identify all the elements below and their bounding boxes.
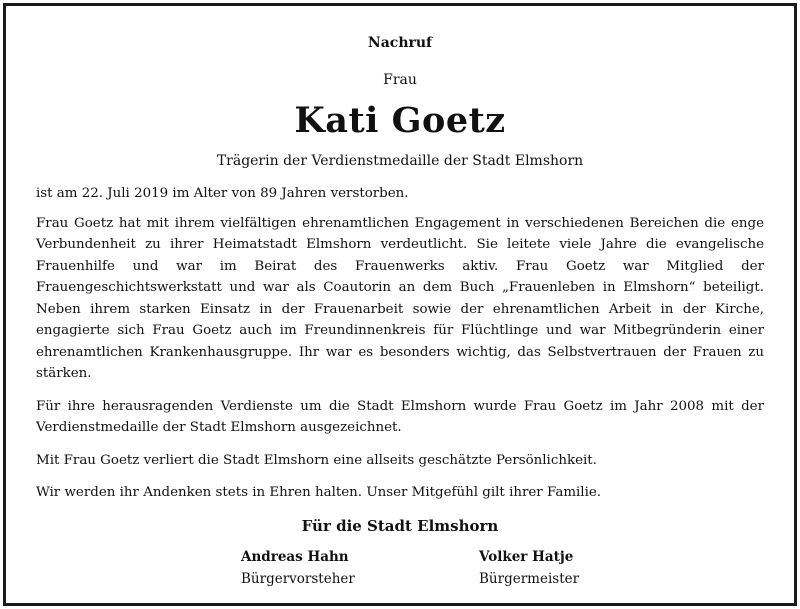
- name-prefix: Frau: [383, 72, 417, 88]
- engagement-paragraph: Frau Goetz hat mit ihrem vielfältigen ehrenamtlichen Engagement in verschiedenen Bereichen die enge Verbundenheit zu ihrer Heimatstadt Elmshorn verdeutlicht. Sie leitete viele Jahre die evangelische Frauenhilfe und war im Beirat des Frauenwerks aktiv. Frau Goetz war Mitglied der Frauengeschichtswerkstatt und war als Coautorin an dem Buch „Frauenleben in Elmshorn“ beteiligt. Neben ihrem starken Einsatz in der Frauenarbeit sowie der ehrenamtlichen Arbeit in der Kirche, engagierte sich Frau Goetz auch im Freundinnenkreis für Flüchtlinge und war Mitbegründerin einer ehrenamtlichen Krankenhausgruppe. Ihr war es besonders wichtig, das Selbstvertrauen der Frauen zu stärken.: [36, 215, 764, 381]
- signer-name: Andreas Hahn: [241, 549, 349, 565]
- signer-role: Bürgervorsteher: [241, 571, 355, 587]
- honor-line: Trägerin der Verdienstmedaille der Stadt Elmshorn: [216, 153, 584, 169]
- deceased-name: Kati Goetz: [294, 100, 506, 141]
- signer-role: Bürgermeister: [479, 571, 580, 587]
- tribute-paragraph: Mit Frau Goetz verliert die Stadt Elmshorn eine allseits geschätzte Persönlichkeit.: [36, 452, 597, 468]
- signature-title: Für die Stadt Elmshorn: [301, 517, 499, 535]
- signer-block: [479, 546, 579, 590]
- death-notice-line: ist am 22. Juli 2019 im Alter von 89 Jahren verstorben.: [36, 186, 409, 201]
- condolence-paragraph: Wir werden ihr Andenken stets in Ehren halten. Unser Mitgefühl gilt ihrer Familie.: [36, 485, 602, 500]
- obituary-frame: [3, 3, 797, 606]
- obituary-content: [36, 6, 764, 603]
- notice-heading: Nachruf: [367, 35, 433, 51]
- signer-name: Volker Hatje: [479, 549, 574, 565]
- award-paragraph: Für ihre herausragenden Verdienste um die Stadt Elmshorn wurde Frau Goetz im Jahr 2008 mit der Verdienstmedaille der Stadt Elmshorn ausgezeichnet.: [36, 398, 764, 435]
- signer-block: [241, 546, 355, 590]
- obituary-body: [36, 183, 764, 515]
